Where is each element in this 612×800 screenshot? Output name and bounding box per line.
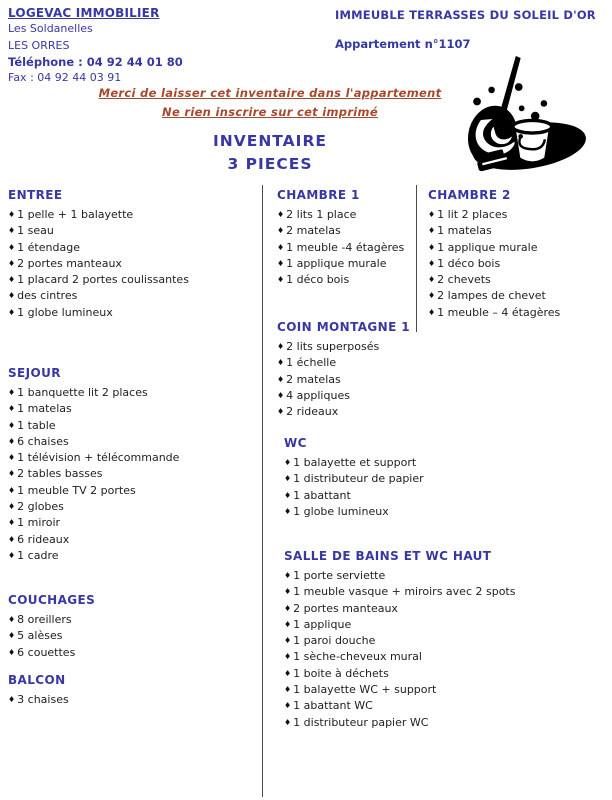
section-coin-montagne-1 (277, 320, 410, 420)
bullet-icon: ♦ (277, 275, 285, 285)
bullet-icon: ♦ (284, 603, 292, 613)
inventory-item (8, 385, 179, 401)
inventory-item (428, 207, 560, 223)
bullet-icon: ♦ (8, 210, 16, 219)
agency-fax: Fax : 04 92 44 03 91 (8, 71, 122, 85)
bullet-icon: ♦ (284, 685, 292, 695)
item-text: 6 chaises (17, 434, 69, 448)
apartment-number: Appartement n°1107 (335, 37, 471, 51)
section-wc (284, 436, 424, 520)
bullet-icon: ♦ (284, 717, 292, 727)
inventory-item (8, 401, 179, 417)
agency-phone: Téléphone : 04 92 44 01 80 (8, 54, 183, 69)
bullet-icon: ♦ (8, 226, 16, 236)
bullet-icon: ♦ (428, 275, 436, 285)
bullet-icon: ♦ (284, 619, 292, 629)
item-text: 1 applique (293, 617, 352, 631)
inventory-item (8, 612, 95, 628)
bullet-icon: ♦ (8, 615, 16, 624)
bullet-icon: ♦ (8, 404, 16, 414)
inventory-item (8, 466, 179, 482)
item-text: 8 oreillers (17, 613, 72, 626)
section-title: BALCON (8, 673, 66, 687)
item-text: 1 déco bois (286, 273, 350, 287)
bullet-icon: ♦ (8, 242, 16, 252)
bullet-icon: ♦ (277, 407, 285, 417)
bullet-icon: ♦ (8, 695, 16, 704)
item-text: 4 appliques (286, 388, 350, 402)
inventory-item (277, 240, 404, 256)
item-text: 1 meuble -4 étagères (286, 240, 405, 254)
item-text: 6 rideaux (17, 532, 70, 546)
item-text: 1 sèche-cheveux mural (293, 650, 422, 664)
item-text: 2 portes manteaux (293, 601, 398, 615)
inventory-item (428, 223, 560, 239)
item-text: 1 abattant WC (293, 699, 373, 713)
item-text: 1 placard 2 portes coulissantes (17, 273, 189, 287)
bullet-icon: ♦ (277, 258, 285, 268)
inventory-item (428, 305, 560, 321)
inventory-item (284, 601, 515, 617)
bullet-icon: ♦ (284, 701, 292, 711)
agency-residence: Les Soldanelles (8, 22, 93, 36)
bullet-icon: ♦ (284, 571, 292, 580)
agency-city: LES ORRES (8, 38, 70, 52)
item-text: 3 chaises (17, 693, 69, 706)
inventory-item (277, 372, 410, 388)
inventory-item (8, 483, 179, 499)
bullet-icon: ♦ (277, 374, 285, 384)
item-text: 5 alèses (17, 629, 63, 643)
inventory-item (8, 645, 95, 661)
item-text: 2 rideaux (286, 405, 339, 419)
inventory-item (277, 223, 404, 239)
section-chambre-1 (277, 188, 404, 288)
item-text: 1 abattant (293, 488, 351, 502)
item-text: 1 banquette lit 2 places (17, 386, 148, 399)
bullet-icon: ♦ (8, 534, 16, 544)
item-text: 1 boite à déchets (293, 666, 389, 680)
item-text: 1 meuble TV 2 portes (17, 483, 136, 497)
bullet-icon: ♦ (284, 506, 292, 516)
inventory-item (8, 499, 179, 515)
item-text: 2 matelas (286, 224, 341, 238)
item-text: 1 globe lumineux (293, 504, 389, 518)
inventory-item (284, 584, 515, 600)
section-sejour (8, 366, 179, 564)
inventory-item (284, 698, 515, 714)
building-header (335, 8, 596, 51)
inventory-item (8, 548, 179, 564)
inventory-item (8, 532, 179, 548)
item-text: 1 étendage (17, 240, 80, 254)
item-text: 1 globe lumineux (17, 305, 113, 319)
section-chambre-2 (428, 188, 560, 321)
bullet-icon: ♦ (428, 210, 436, 219)
bullet-icon: ♦ (277, 210, 285, 219)
item-text: 1 échelle (286, 356, 337, 370)
inventory-item (277, 256, 404, 272)
inventory-item (284, 666, 515, 682)
inventory-item (8, 207, 189, 223)
inventory-item (8, 288, 189, 304)
section-salle-de-bains (284, 549, 515, 731)
agency-name: LOGEVAC IMMOBILIER (8, 6, 160, 20)
item-text: 2 globes (17, 500, 64, 514)
inventory-item (277, 207, 404, 223)
bullet-icon: ♦ (8, 307, 16, 317)
notice-line-2: Ne rien inscrire sur cet imprimé (162, 105, 378, 119)
item-text: 1 balayette WC + support (293, 683, 437, 697)
section-balcon (8, 673, 69, 708)
inventory-item (8, 418, 179, 434)
section-entree (8, 188, 189, 321)
item-text: 2 portes manteaux (17, 256, 122, 270)
agency-header (8, 5, 183, 86)
item-text: 1 balayette et support (293, 456, 417, 469)
inventory-item (8, 692, 69, 708)
inventory-item (8, 256, 189, 272)
inventory-item (428, 272, 560, 288)
inventory-item (8, 223, 189, 239)
inventory-item (284, 633, 515, 649)
notice-line-1: Merci de laisser cet inventaire dans l'appartement (98, 86, 442, 100)
section-couchages (8, 593, 95, 661)
inventory-item (284, 649, 515, 665)
bullet-icon: ♦ (8, 436, 16, 446)
inventory-item (277, 404, 410, 420)
inventory-item (284, 455, 424, 471)
bullet-icon: ♦ (277, 390, 285, 400)
inventory-item (8, 628, 95, 644)
section-title: COUCHAGES (8, 593, 96, 607)
inventory-item (284, 488, 424, 504)
section-title: CHAMBRE 1 (277, 188, 360, 202)
item-text: 1 table (17, 418, 56, 432)
bullet-icon: ♦ (8, 518, 16, 528)
bullet-icon: ♦ (277, 226, 285, 236)
item-text: 1 déco bois (437, 256, 501, 270)
item-text: 1 distributeur papier WC (293, 715, 429, 729)
bullet-icon: ♦ (284, 490, 292, 500)
bullet-icon: ♦ (8, 631, 16, 641)
bullet-icon: ♦ (284, 474, 292, 484)
item-text: 2 lampes de chevet (437, 289, 546, 303)
section-title: COIN MONTAGNE 1 (277, 320, 411, 334)
inventory-item (8, 450, 179, 466)
item-text: 1 lit 2 places (437, 208, 508, 221)
inventory-item (284, 471, 424, 487)
section-title: WC (284, 436, 307, 450)
item-text: 1 matelas (437, 224, 492, 238)
item-text: 1 seau (17, 224, 54, 238)
inventory-item (277, 339, 410, 355)
inventory-item (277, 355, 410, 371)
bullet-icon: ♦ (8, 291, 16, 301)
section-title: CHAMBRE 2 (428, 188, 511, 202)
item-text: 2 matelas (286, 372, 341, 386)
page-title (0, 130, 540, 176)
section-title: ENTREE (8, 188, 63, 202)
column-divider-left (262, 185, 263, 797)
bullet-icon: ♦ (8, 485, 16, 495)
section-title: SEJOUR (8, 366, 61, 380)
inventory-item (8, 272, 189, 288)
bullet-icon: ♦ (8, 275, 16, 285)
bullet-icon: ♦ (8, 469, 16, 479)
inventory-item (284, 504, 424, 520)
bullet-icon: ♦ (284, 668, 292, 678)
bullet-icon: ♦ (8, 388, 16, 397)
bullet-icon: ♦ (428, 242, 436, 252)
item-text: 2 tables basses (17, 467, 103, 481)
item-text: 1 meuble – 4 étagères (437, 305, 561, 319)
item-text: 2 chevets (437, 273, 491, 287)
inventory-item (8, 240, 189, 256)
bullet-icon: ♦ (428, 307, 436, 317)
bullet-icon: ♦ (277, 358, 285, 368)
inventory-item (284, 715, 515, 731)
bullet-icon: ♦ (8, 420, 16, 430)
inventory-item (8, 434, 179, 450)
bullet-icon: ♦ (284, 458, 292, 467)
bullet-icon: ♦ (8, 453, 16, 463)
bullet-icon: ♦ (277, 342, 285, 351)
item-text: des cintres (17, 289, 78, 303)
building-name: IMMEUBLE TERRASSES DU SOLEIL D'OR (335, 8, 596, 22)
item-text: 2 lits superposés (286, 340, 380, 353)
item-text: 1 cadre (17, 548, 59, 562)
inventory-item (8, 305, 189, 321)
item-text: 6 couettes (17, 645, 76, 659)
bullet-icon: ♦ (8, 550, 16, 560)
bullet-icon: ♦ (284, 636, 292, 646)
inventory-item (428, 256, 560, 272)
item-text: 1 paroi douche (293, 634, 376, 648)
inventory-item (277, 388, 410, 404)
inventory-item (428, 288, 560, 304)
bullet-icon: ♦ (8, 502, 16, 512)
inventory-item (284, 568, 515, 584)
bullet-icon: ♦ (277, 242, 285, 252)
bullet-icon: ♦ (284, 652, 292, 662)
item-text: 1 porte serviette (293, 569, 386, 582)
item-text: 1 distributeur de papier (293, 472, 424, 486)
section-title: SALLE DE BAINS ET WC HAUT (284, 549, 492, 563)
inventory-item (428, 240, 560, 256)
bullet-icon: ♦ (428, 226, 436, 236)
inventory-item (8, 515, 179, 531)
item-text: 1 matelas (17, 402, 72, 416)
bullet-icon: ♦ (8, 647, 16, 657)
item-text: 1 télévision + télécommande (17, 451, 180, 465)
item-text: 1 miroir (17, 516, 61, 530)
item-text: 1 pelle + 1 balayette (17, 208, 134, 221)
handling-notice (0, 84, 540, 122)
bullet-icon: ♦ (8, 258, 16, 268)
item-text: 1 applique murale (286, 256, 387, 270)
item-text: 1 meuble vasque + miroirs avec 2 spots (293, 585, 516, 599)
column-divider-right (416, 185, 417, 332)
inventory-item (277, 272, 404, 288)
bullet-icon: ♦ (284, 587, 292, 597)
bullet-icon: ♦ (428, 258, 436, 268)
inventory-item (284, 617, 515, 633)
title-pieces: 3 PIECES (227, 155, 313, 173)
item-text: 2 lits 1 place (286, 208, 357, 221)
bullet-icon: ♦ (428, 291, 436, 301)
item-text: 1 applique murale (437, 240, 538, 254)
inventory-item (284, 682, 515, 698)
title-inventaire: INVENTAIRE (213, 132, 327, 150)
